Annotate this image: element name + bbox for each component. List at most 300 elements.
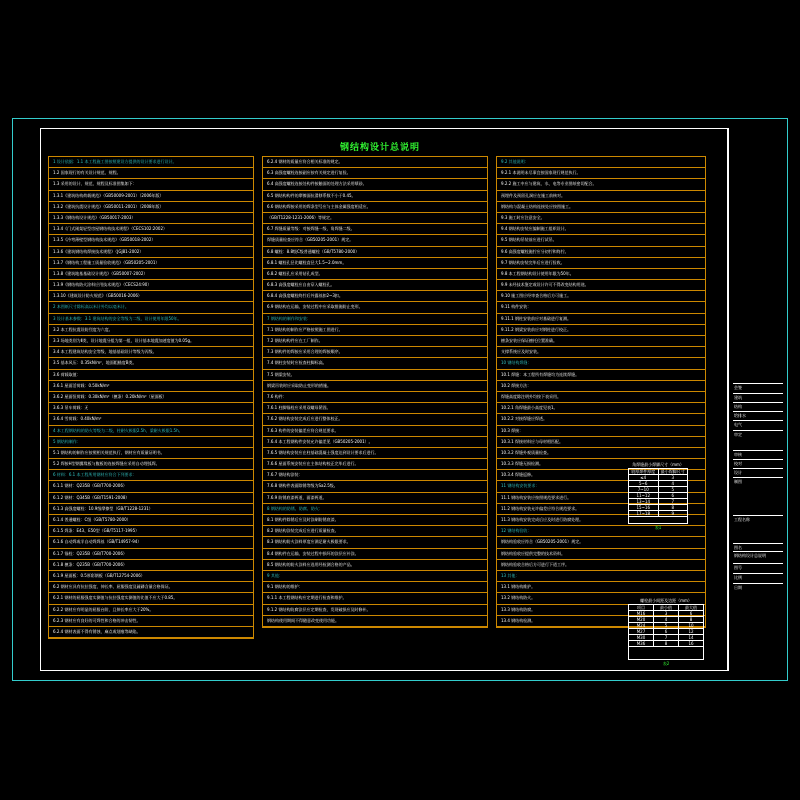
note-text: 9.10 施工图应经审查合格后方可施工。 (501, 293, 572, 299)
note-text: 1.3.7《钢结构工程施工质量验收规范》（GB50205-2001） (53, 259, 160, 265)
note-text: 7.6.9 防锈底漆两道，面漆两道。 (267, 494, 327, 500)
note-row (49, 414, 253, 425)
note-text: 6.1.4 普通螺栓：C级（GB/T5780-2000） (53, 517, 131, 522)
note-text: 9.3 施工时应注意安全。 (501, 214, 545, 220)
table-cell: 6 (671, 493, 675, 498)
note-text: 7.3 钢构件的焊接应采用合理的焊接顺序。 (267, 349, 343, 355)
table-label: 表1 (654, 525, 662, 530)
note-text: 9.2.1 本说明未尽事宜按国家现行规范执行。 (501, 170, 581, 176)
note-text: 钢梁吊装时应采取防止变形的措施。 (267, 382, 331, 388)
note-text: 8.5 钢结构的防火涂料应选用经检测合格的产品。 (267, 561, 355, 567)
note-text: 10.2.2 对接焊缝应焊透。 (501, 416, 547, 422)
note-row (263, 213, 487, 224)
note-text: 9.1 钢结构的维护： (267, 584, 303, 590)
note-row (497, 157, 705, 168)
note-text: 6.1.6 自动焊或半自动焊焊丝（GB/T14957-94） (53, 539, 142, 545)
title-block-label: 日期 (734, 585, 742, 590)
note-text: 6.5 钢结构构件的摩擦面抗滑移系数不小于0.45。 (267, 192, 356, 198)
note-row (49, 582, 253, 593)
note-text: 6.2.2 钢材应有明显的屈服台阶，且伸长率应大于20%。 (53, 606, 154, 612)
table-cell: 5~6 (629, 481, 659, 486)
note-row (263, 179, 487, 190)
note-text: 7.6.5 钢结构安装应在柱基础混凝土强度达到设计要求后进行。 (267, 449, 379, 455)
note-row (263, 314, 487, 325)
note-row (263, 325, 487, 336)
note-row (263, 481, 487, 492)
note-text: 13.1 钢结构维护。 (501, 584, 536, 590)
note-row (497, 381, 705, 392)
note-row (263, 269, 487, 280)
document-title: 钢结构设计总说明 (339, 143, 420, 153)
note-text: 1.3.8《建筑地基基础设计规范》（GB50007-2002） (53, 270, 148, 276)
bolt-spacing-table (628, 598, 704, 666)
note-row (49, 291, 253, 302)
note-text: 9.7 钢结构安装完毕后应进行验收。 (501, 259, 565, 265)
section-heading: 5 钢结构制作： (53, 438, 81, 444)
title-block-divider (733, 477, 783, 478)
title-block-label: 结构 (734, 404, 742, 409)
note-row (49, 392, 253, 403)
note-text: 8.3 钢结构防火涂料厚度应满足耐火极限要求。 (267, 539, 351, 545)
note-text: 6.1.5 焊条：E43、E50型（GB/T5117-1995） (53, 528, 140, 534)
note-row (263, 381, 487, 392)
note-row (497, 392, 705, 403)
note-row (49, 426, 253, 437)
note-row (497, 213, 705, 224)
note-row (263, 302, 487, 313)
note-row (263, 526, 487, 537)
table-cell: M30 (629, 635, 654, 640)
note-text: 钢结构验收应提供完整的技术资料。 (501, 550, 565, 556)
note-row (497, 370, 705, 381)
section-heading: 9 其他： (267, 572, 283, 578)
section-heading: 2 本图纸尺寸除标高以米计外均以毫米计。 (53, 304, 129, 310)
table-cell: 5 (654, 623, 679, 628)
table-cell: 11~12 (629, 493, 659, 498)
note-text: 8.1 钢构件除锈后应及时涂刷防锈底漆。 (267, 517, 339, 522)
note-text: 3.6.4 雪荷载：0.40kN/m² (53, 416, 102, 422)
note-text: 11.2 钢结构安装允许偏差应符合规范要求。 (501, 505, 580, 511)
note-text: 3.2 本工程抗震设防烈度为六度。 (53, 326, 113, 332)
note-row (49, 269, 253, 280)
note-text: 3.6.3 吊车荷载：无 (53, 405, 89, 411)
note-row (49, 336, 253, 347)
note-row (263, 459, 487, 470)
section-heading: 8 钢结构的防锈、防腐、防火： (267, 505, 323, 511)
note-text: 檩条安装应保证檩托位置准确。 (501, 338, 557, 343)
note-row (263, 504, 487, 515)
table-cell: 8 (671, 505, 675, 510)
section-heading: 4 本工程钢结构的防火等级为二级，柱耐火极限2.5h，梁耐火极限1.5h。 (53, 427, 183, 433)
note-text: 13.4 钢结构检测。 (501, 617, 536, 623)
section-heading: 9.2 其他说明： (501, 159, 529, 164)
note-row (263, 403, 487, 414)
note-text: 6.6 钢结构焊接采用的焊条型号应与主体金属强度相适应。 (267, 203, 371, 209)
note-row (263, 191, 487, 202)
section-heading: 3 设计基本参数：3.1 建筑结构的安全等级为二级，设计使用年限50年。 (53, 315, 182, 321)
note-row (49, 537, 253, 548)
table-cell: 7 (654, 635, 679, 640)
notes-column-2 (262, 156, 488, 628)
table-caption: 角焊缝最小焊脚尺寸（mm） (632, 462, 684, 467)
table-header-cell: 最小值 (654, 605, 679, 610)
title-block-label: 工程名称 (734, 517, 750, 522)
note-row (497, 437, 705, 448)
note-text: 6.8.1 螺栓孔径比螺栓直径大1.5~2.0mm。 (267, 259, 347, 265)
title-block-label: 会签 (734, 385, 742, 390)
note-text: 6.2 钢材应具有抗拉强度、伸长率、屈服强度及硫磷含量合格保证。 (53, 584, 173, 590)
note-text: 6.2.4 钢材的质量应符合相关标准的规定。 (267, 159, 343, 164)
section-heading: 10 钢结构焊缝： (501, 360, 532, 366)
title-block-label: 建筑 (734, 395, 742, 400)
notes-column-3 (496, 156, 706, 628)
note-text: 13.2 钢结构防火。 (501, 595, 536, 601)
section-heading: 6 材料：6.1 本工程所用钢材应符合下列要求： (53, 472, 137, 478)
note-row (497, 247, 705, 258)
note-text: 1.3.6《建筑钢结构焊接技术规程》（JGJ81-2002） (53, 248, 144, 254)
note-row (49, 381, 253, 392)
table-cell: ≤4 (629, 475, 659, 480)
note-text: 13.3 钢结构防腐。 (501, 606, 536, 612)
title-block-label: 给排水 (734, 413, 746, 418)
table-cell: 16 (688, 641, 694, 646)
note-text: 9.4 钢结构安装应编制施工组织设计。 (501, 226, 569, 232)
table-cell: 6 (654, 629, 679, 634)
note-row (497, 582, 705, 593)
note-text: 7.6.1 柱脚锚栓应采用双螺母紧固。 (267, 405, 331, 411)
note-text: 7.6.4 本工程钢构件安装允许偏差见（GB50205-2001）。 (267, 438, 373, 444)
section-heading: 1 设计依据：1.1 本工程施工图按照建设方提供的设计要求进行设计。 (53, 159, 177, 164)
note-text: 7.1 钢结构的制作应严格按照施工图进行。 (267, 326, 343, 332)
title-block-divider (733, 468, 783, 469)
note-row (263, 448, 487, 459)
note-row (263, 157, 487, 168)
table-cell: 17~18 (629, 511, 659, 516)
note-text: 9.11 构件安装： (501, 304, 532, 310)
note-row (263, 224, 487, 235)
table-cell: 5 (671, 487, 675, 492)
title-block-divider (733, 515, 783, 516)
note-row (497, 325, 705, 336)
note-row (49, 459, 253, 470)
table-cell: 8 (689, 617, 693, 622)
title-block-label: 校对 (734, 461, 742, 466)
note-row (263, 437, 487, 448)
table-cell: 14 (688, 635, 694, 640)
note-row (49, 191, 253, 202)
note-text: 6.8.3 高强度螺栓应自由穿入螺栓孔。 (267, 282, 335, 288)
note-text: 7.6.7 钢结构涂装： (267, 472, 303, 478)
table-cell: 7~10 (629, 487, 659, 492)
note-text: 6.1.7 锚栓：Q235B（GB/T700-2006） (53, 550, 127, 556)
note-row (49, 560, 253, 571)
note-row (497, 347, 705, 358)
note-row (263, 515, 487, 526)
note-text: 10.2.1 角焊缝最小高度见表1。 (501, 405, 558, 411)
note-text: 6.2.1 钢材的屈服强度实测值与抗拉强度实测值的比值不应大于0.85。 (53, 595, 178, 601)
note-text: 6.1.9 屋面板：0.5厚彩钢板（GB/T12754-2006） (53, 572, 145, 578)
table-cell: 7 (671, 499, 675, 504)
note-text: 支撑系统应及时安装。 (501, 349, 541, 355)
table-cell: M20 (629, 617, 654, 622)
note-text: 焊缝质量检查应符合（GB50205-2001）规定。 (267, 237, 354, 243)
note-text: 1.3.2《建筑抗震设计规范》（GB50011-2001）（2008年版） (53, 203, 164, 209)
note-text: 9.6 高强度螺栓施拧应分初拧和终拧。 (501, 248, 569, 254)
note-text: 6.9 钢结构在运输、安装过程中应采取措施防止变形。 (267, 304, 363, 310)
note-text: 6.7 焊缝质量等级：对接焊缝一级，角焊缝二级。 (267, 226, 355, 232)
note-text: 7.6 构件： (267, 393, 287, 399)
table-header-cell: 最大值 (685, 605, 697, 610)
note-text: 6.8.2 螺栓孔应采用钻孔成型。 (267, 270, 323, 276)
note-text: 1.3.5《冷弯薄壁型钢结构技术规范》（GB50018-2002） (53, 237, 156, 243)
title-block-label: 图号 (734, 565, 742, 570)
note-row (49, 202, 253, 213)
note-text: 1.3.1《建筑结构荷载规范》（GB50009-2001）（2006年版） (53, 192, 164, 198)
title-block-divider (733, 543, 783, 544)
note-text: 1.3.3《钢结构设计规范》（GB50017-2003） (53, 214, 136, 220)
note-row (49, 549, 253, 560)
note-row (263, 392, 487, 403)
note-row (497, 571, 705, 582)
note-row (497, 191, 705, 202)
note-text: 6.1.1 钢材：Q235B（GB/T700-2006） (53, 483, 127, 489)
table-cell: M36 (629, 641, 654, 646)
title-block-divider (733, 383, 783, 384)
note-row (497, 426, 705, 437)
note-row (263, 560, 487, 571)
note-row (263, 616, 487, 627)
note-row (263, 347, 487, 358)
note-row (49, 358, 253, 369)
note-row (263, 470, 487, 481)
note-text: 10.2 焊接方法： (501, 382, 532, 388)
table-cell: 3 (654, 611, 679, 616)
note-row (49, 515, 253, 526)
note-row (497, 302, 705, 313)
note-row (49, 605, 253, 616)
notes-column-1 (48, 156, 254, 639)
note-text: 6.8 螺栓：8.8级C级普通螺栓（GB/T5780-2000） (267, 248, 360, 254)
weld-size-table (628, 462, 688, 530)
note-text: 6.2.3 钢材应有良好的可焊性和合格的冲击韧性。 (53, 617, 141, 623)
note-row (263, 168, 487, 179)
table-cell: 10 (688, 623, 694, 628)
note-row (49, 213, 253, 224)
note-row (263, 202, 487, 213)
table-cell: 4 (671, 481, 675, 486)
note-text: 1.3.10《建筑设计防火规范》（GB50016-2006） (53, 293, 142, 299)
title-block-divider (733, 459, 783, 460)
note-text: 钢结构使用期间不得随意改变使用功能。 (267, 617, 339, 623)
note-text: 7.6.6 屋面系统安装应在主体结构校正完毕后进行。 (267, 461, 359, 467)
note-text: 7.4 钢柱安装时应检查柱脚标高。 (267, 360, 327, 366)
note-text: 3.6.1 屋面活荷载：0.50kN/m² (53, 382, 110, 388)
note-row (263, 414, 487, 425)
note-text: 1.3.4《门式刚架轻型房屋钢结构技术规程》（CECS102:2002） (53, 226, 167, 232)
note-text: 1.2 国家现行的有关设计规范、规程。 (53, 170, 121, 176)
note-text: 7.5 钢梁安装。 (267, 371, 295, 377)
note-row (263, 280, 487, 291)
title-block-label: 审定 (734, 432, 742, 437)
note-row (497, 560, 705, 571)
note-row (49, 314, 253, 325)
note-text: 9.5 钢结构吊装前应进行试吊。 (501, 237, 557, 243)
note-text: 3.5 基本风压：0.35kN/m²，地面粗糙度B类。 (53, 360, 137, 366)
note-text: 11.3 钢结构安装完成后应及时进行防腐处理。 (501, 517, 584, 522)
note-row (263, 571, 487, 582)
table-cell: M24 (629, 623, 654, 628)
note-row (497, 358, 705, 369)
note-row (49, 168, 253, 179)
note-row (49, 157, 253, 168)
note-text: 10.1 焊缝：本工程所有焊缝均为连续焊缝。 (501, 371, 580, 377)
note-row (263, 258, 487, 269)
note-text: （GB/T1228-1231-2006）等规定。 (267, 214, 335, 220)
note-text: 8.2 钢结构涂装完成后应进行质量检查。 (267, 528, 339, 534)
note-row (263, 605, 487, 616)
note-text: 6.1.2 钢材：Q345B（GB/T1591-2008） (53, 494, 130, 500)
note-row (49, 370, 253, 381)
note-text: 9.11.1 钢柱安装前应对基础进行复测。 (501, 315, 571, 321)
title-block-label: 比例 (734, 575, 742, 580)
note-row (49, 526, 253, 537)
table-cell: 12 (688, 629, 694, 634)
note-row (49, 481, 253, 492)
note-row (49, 325, 253, 336)
note-row (497, 314, 705, 325)
note-text: 6.4 高强度螺栓连接处构件接触面的处理方法采用喷砂。 (267, 181, 367, 187)
table-cell: 13~14 (629, 499, 659, 504)
note-row (263, 549, 487, 560)
note-text: 6.3 高强度螺栓连接副应按有关规定进行复验。 (267, 170, 351, 176)
table-cell: M16 (629, 611, 654, 616)
table-cell: 6 (689, 611, 693, 616)
note-row (497, 448, 705, 459)
table-header-cell: 最小焊脚尺寸 (660, 469, 685, 474)
note-text: 5.2 焊接H型钢翼缘板与腹板的连接焊缝应采用自动埋弧焊。 (53, 461, 160, 467)
note-row (49, 302, 253, 313)
title-block-divider (733, 551, 783, 552)
note-text: 3.6.2 屋面恒荷载：0.30kN/m²（檩条）0.20kN/m²（屋面板） (53, 393, 167, 399)
note-row (497, 235, 705, 246)
note-row (263, 291, 487, 302)
note-row (263, 593, 487, 604)
title-block-divider (733, 411, 783, 412)
note-row (497, 280, 705, 291)
title-block-label: 设计 (734, 470, 742, 475)
title-block-label: 制图 (734, 479, 742, 484)
note-row (497, 269, 705, 280)
note-text: 焊缝高度除注明外均按下表采用。 (501, 393, 561, 399)
table-row (629, 511, 687, 517)
table-cell: 9 (671, 511, 675, 516)
note-row (263, 537, 487, 548)
note-text: 钢结构验收合格后方可进行下道工序。 (501, 561, 569, 567)
table-cell: 15~16 (629, 505, 659, 510)
title-block-label: 审核 (734, 452, 742, 457)
note-text: 11.1 钢结构安装应按照规范要求进行。 (501, 494, 572, 500)
note-text: 7.6.3 构件的安装偏差应符合规范要求。 (267, 427, 339, 433)
table-cell: 3 (671, 475, 675, 480)
note-row (497, 336, 705, 347)
note-text: 预埋件及预留孔洞应在施工前核对。 (501, 192, 565, 198)
note-row (49, 179, 253, 190)
note-row (49, 247, 253, 258)
table-label: 表2 (662, 661, 670, 666)
note-text: 3.4 本工程建筑结构安全等级，地基基础设计等级为丙级。 (53, 349, 157, 355)
title-block-divider (733, 430, 783, 431)
note-row (49, 627, 253, 638)
note-row (49, 403, 253, 414)
note-text: 10.3.2 焊缝外观质量检查。 (501, 449, 551, 455)
table-row (629, 641, 703, 647)
note-text: 9.1.2 钢结构防腐涂层应定期检查，发现破损应及时修补。 (267, 606, 371, 612)
note-row (49, 470, 253, 481)
note-text: 9.8 本工程钢结构设计使用年限为50年。 (501, 270, 574, 276)
note-row (49, 493, 253, 504)
note-row (49, 448, 253, 459)
table-cell: 4 (654, 617, 679, 622)
note-row (497, 291, 705, 302)
section-heading: 12 钢结构验收： (501, 528, 532, 534)
note-text: 6.8.4 高强度螺栓终拧后外露丝扣2~3扣。 (267, 293, 343, 299)
note-text: 7.6.8 钢构件表面除锈等级为Sa2.5级。 (267, 483, 338, 489)
title-block-divider (733, 563, 783, 564)
note-text: 10.3.1 焊接材料应与母材相匹配。 (501, 438, 563, 444)
title-block-label: 钢结构设计总说明 (734, 553, 766, 558)
note-text: 钢结构与混凝土结构连接处应按图施工。 (501, 203, 573, 209)
title-block-divider (733, 450, 783, 451)
section-heading: 7 钢结构的制作和安装： (267, 315, 311, 321)
note-row (263, 493, 487, 504)
note-text: 10.3 焊接： (501, 427, 524, 433)
note-row (49, 437, 253, 448)
note-text: 9.2.2 施工中应与建筑、水、电等专业图纸密切配合。 (501, 181, 597, 187)
note-text: 10.3.4 焊缝返修。 (501, 472, 535, 478)
note-row (263, 358, 487, 369)
note-row (497, 202, 705, 213)
note-row (497, 258, 705, 269)
note-row (263, 235, 487, 246)
note-text: 6.1.3 高强度螺栓：10.9级摩擦型（GB/T1228-1231） (53, 505, 153, 511)
note-row (497, 224, 705, 235)
title-block-divider (733, 583, 783, 584)
note-text: 7.2 钢结构构件应在工厂制作。 (267, 338, 323, 343)
note-row (497, 179, 705, 190)
note-row (49, 258, 253, 269)
note-text: 8.4 钢构件在运输、安装过程中损坏的涂层应补涂。 (267, 550, 359, 556)
note-text: 6.2.4 钢材表面不得有锈蚀、麻点或划痕等缺陷。 (53, 628, 141, 634)
title-block-label: 图名 (734, 545, 742, 550)
note-text: 9.1.1 本工程钢结构应定期进行检查和维护。 (267, 595, 347, 601)
note-text: 9.9 未经技术鉴定或设计许可不得改变结构用途。 (501, 282, 589, 288)
note-row (49, 616, 253, 627)
note-text: 5.1 钢结构的制作应按照相关规范执行，钢材应有质量证明书。 (53, 449, 165, 455)
note-row (263, 582, 487, 593)
note-text: 6.1.8 檩条：Q235B（GB/T700-2006） (53, 561, 127, 567)
note-row (49, 504, 253, 515)
table-caption: 螺栓最小间距及边距（mm） (640, 598, 692, 603)
note-row (49, 571, 253, 582)
note-row (263, 336, 487, 347)
section-heading: 11 钢结构安装要求： (501, 483, 540, 489)
note-text: 7.6.2 钢结构安装完成后应进行整体校正。 (267, 416, 343, 422)
note-row (497, 414, 705, 425)
note-text: 1.3.9《钢结构防火涂料应用技术规范》（CECS24:90） (53, 282, 152, 288)
note-row (497, 549, 705, 560)
note-row (263, 247, 487, 258)
title-block-label: 电气 (734, 422, 742, 427)
